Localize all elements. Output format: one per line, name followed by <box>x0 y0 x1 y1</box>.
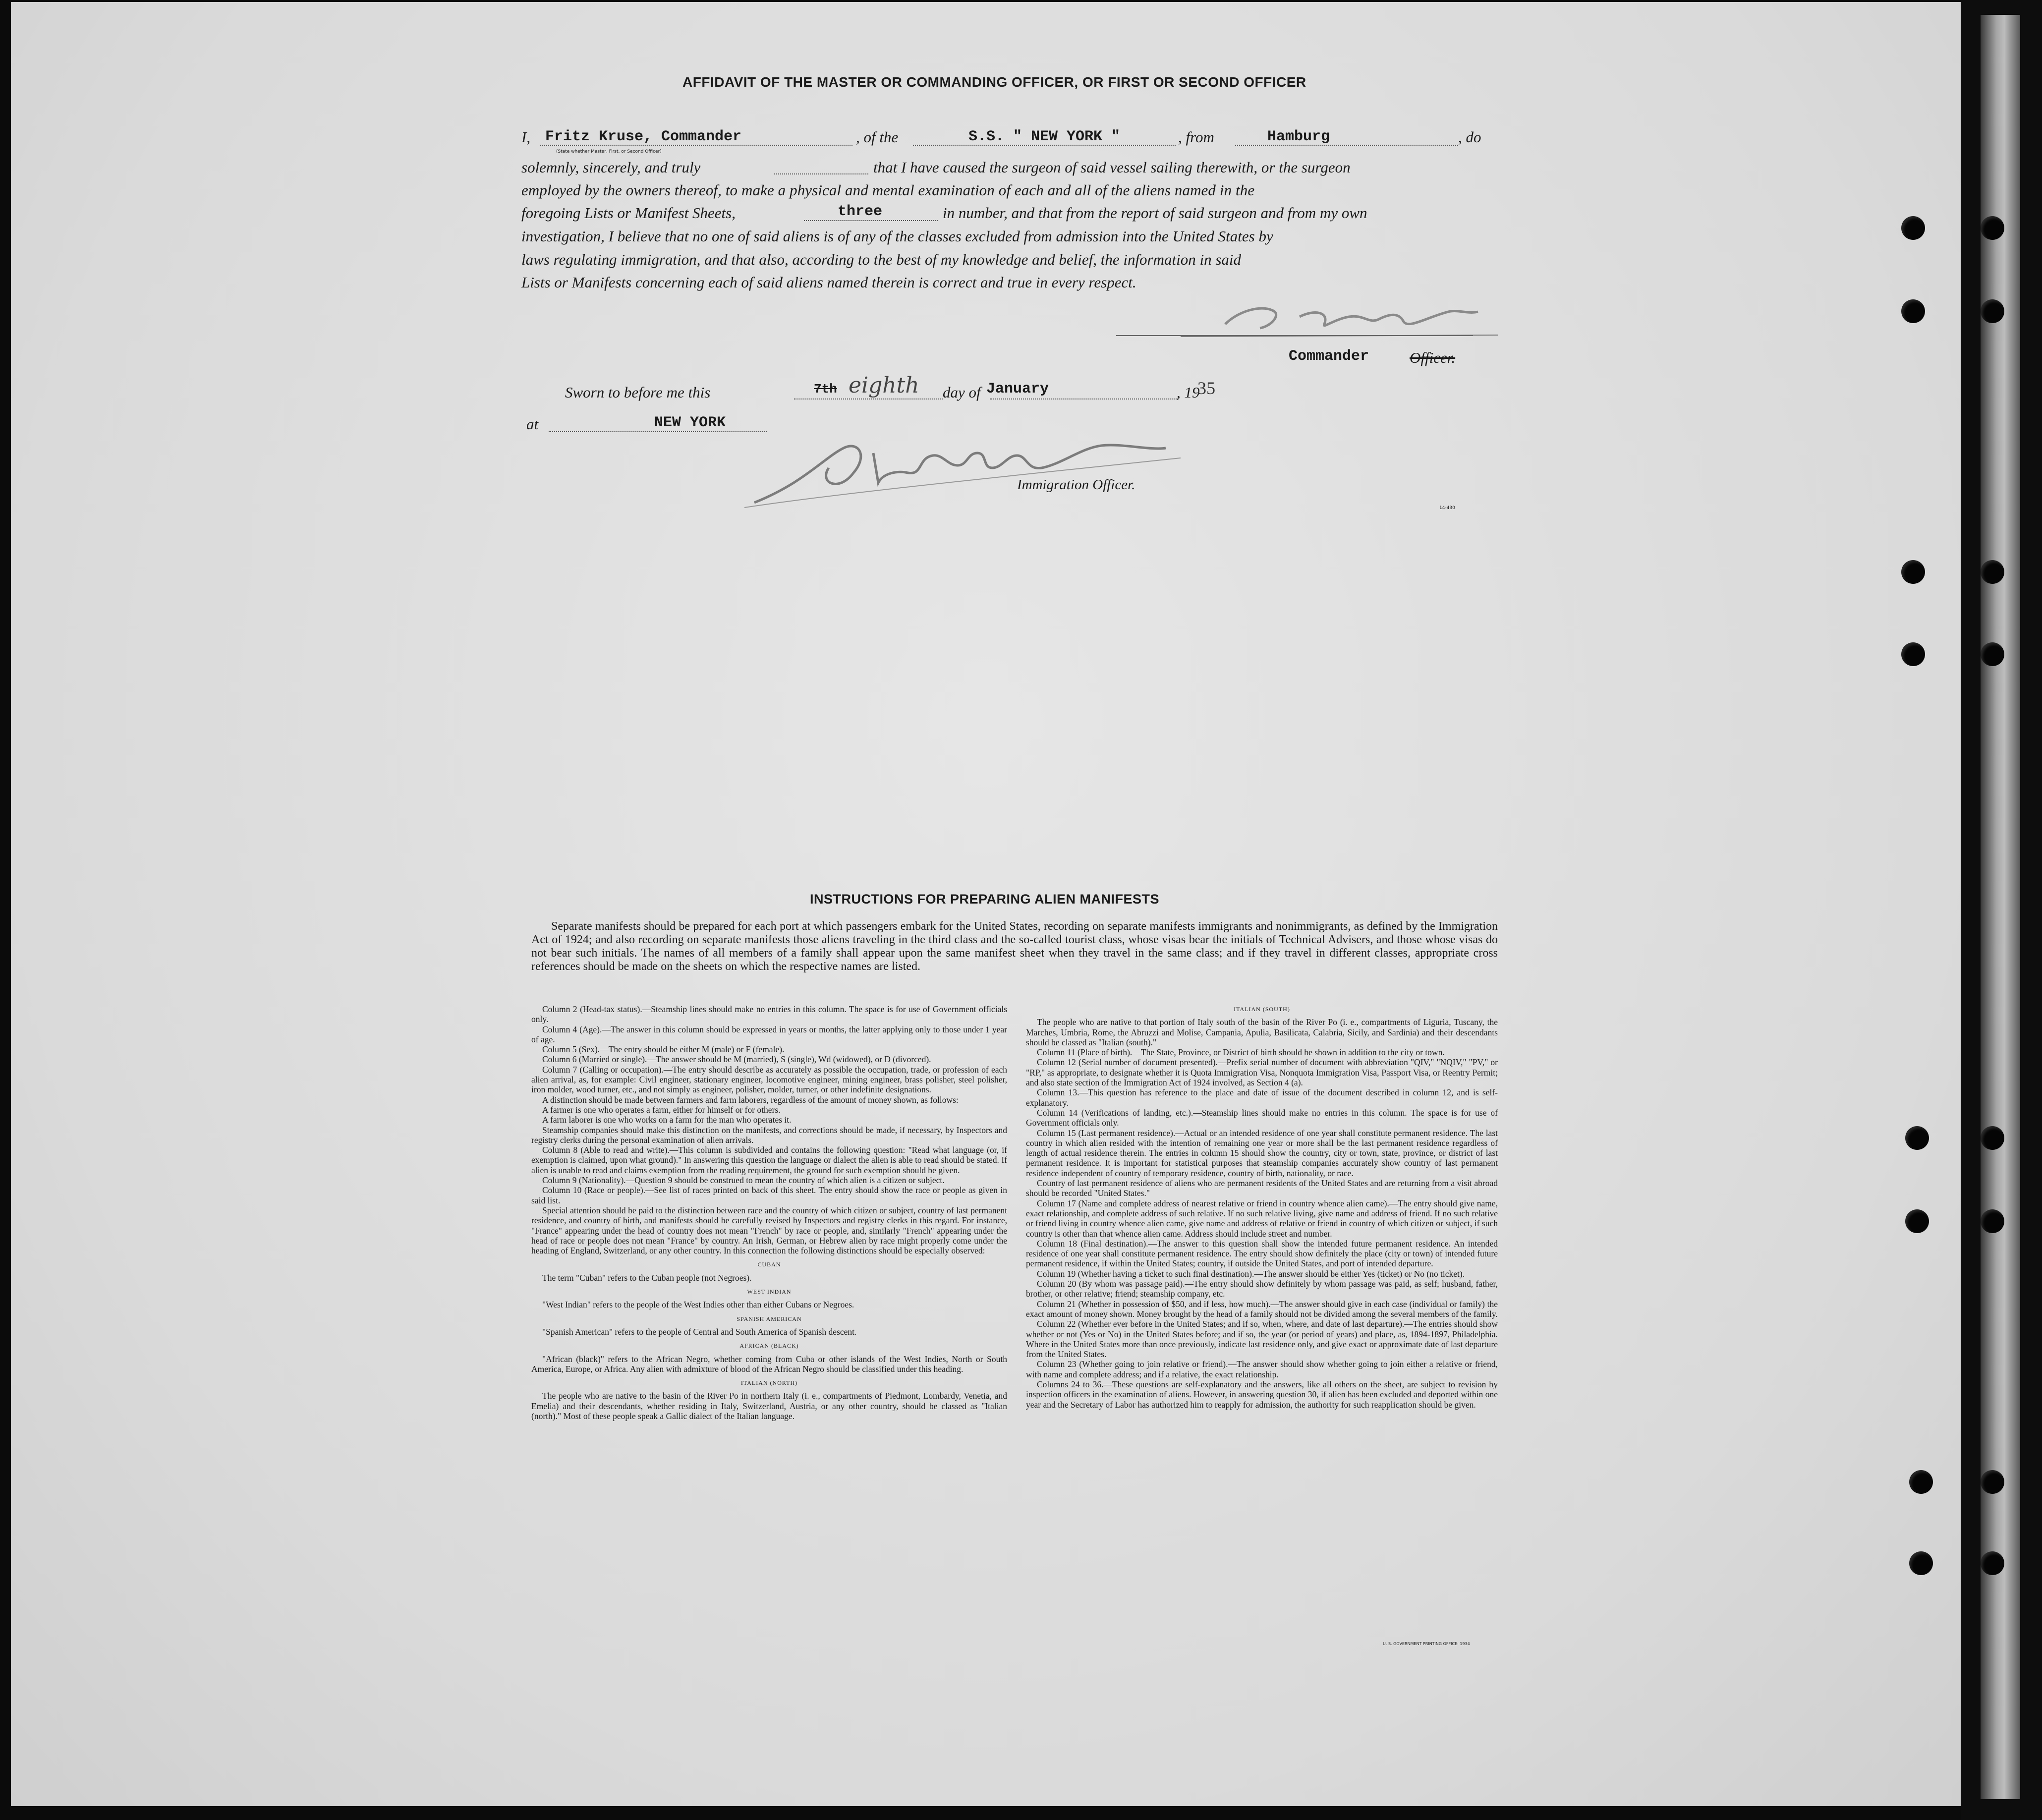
left-paragraph: Column 5 (Sex).—The entry should be either M (male) or F (female). <box>542 1044 785 1055</box>
right-paragraph: Country of last permanent residence of aliens who are permanent residents of the United States and are returning from a visit abroad should be recorded "United States." <box>1026 1178 1498 1198</box>
day-of-label: day of <box>943 384 981 401</box>
right-paragraph: Column 14 (Verifications of landing, etc.).—Steamship lines should make no entries in this column. The space is for use of Government officials only. <box>1026 1107 1498 1128</box>
line7: Lists or Manifests concerning each of said aliens named therein is correct and true in every respect. <box>521 274 1136 291</box>
right-paragraph: Column 22 (Whether ever before in the United States; and if so, when, where, and date of last departure).—The entries should show whether or not (Yes or No) in the United States before; and if so, the year (or period of years) and place, as, 1894-1897, Philadelphia. Where in the United States more than once previously, indicate last residence only, and give exact or approximate date of last departure from the United States. <box>1026 1319 1498 1360</box>
right-paragraph: Column 15 (Last permanent residence).—Actual or an intended residence of one year shall constitute permanent residence. The last country in which alien resided with the intention of remaining one year or more shall be the last permanent residence regardless of length of actual residence therein. The entries in column 15 should show the country, city or town, state, province, or district of last permanent residence. It is important for statistical purposes that steamship companies accurately show country of last permanent residence independent of country of temporary residence, country of birth, nationality, or race. <box>1026 1128 1498 1178</box>
officer-title: Immigration Officer. <box>1017 477 1135 493</box>
punch-hole <box>1909 1551 1933 1575</box>
punch-hole <box>1981 560 2004 584</box>
day-line <box>794 398 943 399</box>
right-paragraph: Column 23 (Whether going to join relative or friend).—The answer should show whether going to join either a relative or friend, with name and complete address; and if a relative, the exact relationship. <box>1026 1359 1498 1379</box>
punch-hole <box>1981 1209 2004 1233</box>
rank: Commander <box>1289 348 1369 365</box>
section-heading: WEST INDIAN <box>747 1288 792 1296</box>
section-heading: ITALIAN (NORTH) <box>740 1379 798 1387</box>
sworn-label: Sworn to before me this <box>565 384 711 401</box>
right-paragraph: Column 18 (Final destination).—The answer to this question shall show the intended future permanent residence. An intended residence of one year shall constitute permanent residence. The entry should show definitely the place (city or town) of intended future permanent residence, if within the United States; country, if outside the United States, and port of intended departure. <box>1026 1238 1498 1269</box>
line4a: foregoing Lists or Manifest Sheets, <box>521 204 736 222</box>
day-typed: 7th <box>814 382 837 397</box>
immigration-officer-signature <box>744 428 1191 512</box>
ship-name: S.S. " NEW YORK " <box>968 128 1121 145</box>
section-heading: AFRICAN (BLACK) <box>739 1342 799 1350</box>
punch-hole <box>1901 560 1925 584</box>
line4b: in number, and that from the report of said surgeon and from my own <box>943 204 1367 222</box>
master-name: Fritz Kruse, Commander <box>545 128 742 145</box>
officer-struck: Officer. <box>1410 349 1456 366</box>
right-paragraph: Column 19 (Whether having a ticket to such final destination).—The answer should be either Yes (ticket) or No (no ticket). <box>1037 1268 1465 1279</box>
left-paragraph: A farmer is one who operates a farm, either for himself or for others. <box>542 1104 781 1115</box>
right-paragraph: Column 17 (Name and complete address of nearest relative or friend in country whence alien came).—The entry should give name, exact relationship, and complete address of such relative. If no such relative living, give name and address of friend. If no such relative or friend living in country whence alien came, give name and address of relative or friend in country of which citizen or subject, if such country is other than that whence alien came. Address should include street and number. <box>1026 1198 1498 1239</box>
punch-hole <box>1981 1126 2004 1150</box>
left-paragraph: Column 9 (Nationality).—Question 9 should be construed to mean the country of which alien is a citizen or subject. <box>542 1175 945 1186</box>
of-the-label: of the <box>863 128 899 146</box>
punch-hole <box>1981 299 2004 323</box>
right-paragraph: Column 13.—This question has reference to the place and date of issue of the document described in column 12, and is self-explanatory. <box>1026 1087 1498 1108</box>
section-text: "Spanish American" refers to the people of Central and South America of Spanish descent. <box>542 1326 857 1337</box>
right-paragraph: Column 12 (Serial number of document presented).—Prefix serial number of document with abbreviation "QIV," "NQIV," "PV," or "RP," as appropriate, to designate whether it is Quota Immigration Visa, Nonquota Immigration Visa, Passport Visa, or Reentry Permit; and also state section of the Immigration Act of 1924 involved, as Section 4 (a). <box>1026 1057 1498 1088</box>
punch-hole <box>1981 642 2004 666</box>
left-paragraph: Column 6 (Married or single).—The answer should be M (married), S (single), Wd (widowed), or D (divorced). <box>542 1054 931 1065</box>
section-text: "West Indian" refers to the people of the West Indies other than either Cubans or Negroes. <box>542 1300 854 1310</box>
punch-hole <box>1901 216 1925 240</box>
place: NEW YORK <box>654 414 726 431</box>
section-text: The people who are native to the basin of the River Po in northern Italy (i. e., compartments of Piedmont, Lombardy, Venetia, and Emelia) and their descendants, whether residing in Italy, Switzerland, Austria, or any other country, should be classed as "Italian (north)." Most of these people speak a Gallic dialect of the Italian language. <box>531 1391 1007 1421</box>
month: January <box>986 381 1049 398</box>
day-handwritten: eighth <box>849 373 919 398</box>
signature-line <box>1116 335 1473 336</box>
left-paragraph: A distinction should be made between farmers and farm laborers, regardless of the amount of money shown, as follows: <box>542 1094 959 1105</box>
left-paragraph: A farm laborer is one who works on a farm for the man who operates it. <box>542 1115 792 1125</box>
line3: employed by the owners thereof, to make a physical and mental examination of each and all of the aliens named in the <box>521 181 1255 199</box>
month-line <box>990 398 1178 399</box>
instructions-right-column <box>1026 1004 1498 1410</box>
left-paragraph: Steamship companies should make this distinction on the manifests, and corrections should be made, if necessary, by Inspectors and registry clerks during the personal examination of alien arrivals. <box>531 1125 1007 1145</box>
right-paragraph: Column 21 (Whether in possession of $50, and if less, how much).—The answer should give in each case (individual or family) the exact amount of money shown. Money brought by the head of a family should not be divided among the several members of the family. <box>1026 1299 1498 1319</box>
line5: investigation, I believe that no one of said aliens is of any of the classes excluded from admission into the United States by <box>521 228 1273 245</box>
printing-office: U. S. GOVERNMENT PRINTING OFFICE: 1934 <box>1383 1642 1470 1646</box>
left-paragraph: Column 7 (Calling or occupation).—The entry should describe as accurately as possible the occupation, trade, or profession of each alien arrival, as, for example: Civil engineer, stationary engineer, locomotive engineer, mining engineer, brass polisher, steel polisher, iron molder, wood turner, etc., and not simply as engineer, polisher, molder, turner, or other indefinite designations. <box>531 1064 1007 1095</box>
affidavit-i: I, <box>521 128 531 146</box>
right-paragraph: Column 20 (By whom was passage paid).—The entry should show definitely by whom passage was paid, as self; husband, father, brother, or other relative; friend; steamship company, etc. <box>1026 1279 1498 1299</box>
line2: solemnly, sincerely, and truly <box>521 159 701 176</box>
right-paragraph: Columns 24 to 36.—These questions are self-explanatory and the answers, like all others on the sheet, are subject to revision by inspection officers in the examination of aliens. However, in answering question 30, if alien has been excluded and deported within one year and the Secretary of Labor has authorized him to reapply for admission, the authority for such reapplication should be given. <box>1026 1379 1498 1410</box>
punch-hole <box>1981 1551 2004 1575</box>
master-signature <box>1151 289 1508 349</box>
section-heading: SPANISH AMERICAN <box>737 1315 802 1322</box>
punch-hole <box>1981 1470 2004 1494</box>
instructions-left-column <box>531 1004 1007 1421</box>
section-heading: CUBAN <box>757 1261 781 1268</box>
left-paragraph: Column 4 (Age).—The answer in this column should be expressed in years or months, the latter applying only to those under 1 year of age. <box>531 1024 1007 1044</box>
sheet-count: three <box>838 203 883 220</box>
line2b: that I have caused the surgeon of said vessel sailing therewith, or the surgeon <box>873 159 1351 176</box>
section-text: The term "Cuban" refers to the Cuban people (not Negroes). <box>542 1272 752 1283</box>
punch-hole <box>1981 216 2004 240</box>
punch-hole <box>1909 1470 1933 1494</box>
section-text: "African (black)" refers to the African Negro, whether coming from Cuba or other islands of the West Indies, North or South America, Europe, or Africa. Any alien with admixture of blood of the African Negro should be classified under this heading. <box>531 1354 1007 1374</box>
affidavit-title: AFFIDAVIT OF THE MASTER OR COMMANDING OFFICER, OR FIRST OR SECOND OFFICER <box>682 74 1306 90</box>
left-paragraph: Column 10 (Race or people).—See list of races printed on back of this sheet. The entry should show the race or people as given in said list. <box>531 1185 1007 1205</box>
instructions-intro: Separate manifests should be prepared for each port at which passengers embark for the United States, recording on separate manifests immigrants and nonimmigrants, as defined by the Immigration Act of 1924; and also recording on separate manifests those aliens traveling in the third class and the so-called tourist class, whose visas bear the initials of Technical Advisers, and those whose visas do not bear such initials. The names of all members of a family shall appear upon the same manifest sheet when they travel in the same class; and if they travel in different classes, appropriate cross references should be made on the sheets on which the respective names are listed. <box>531 920 1498 973</box>
section-heading: ITALIAN (SOUTH) <box>1234 1006 1290 1013</box>
port: Hamburg <box>1267 128 1330 145</box>
punch-hole <box>1905 1126 1929 1150</box>
sheets-line <box>804 220 938 221</box>
instructions-title: INSTRUCTIONS FOR PREPARING ALIEN MANIFESTS <box>810 892 1160 907</box>
right-paragraph: Column 11 (Place of birth).—The State, Province, or District of birth should be shown in addition to the city or town. <box>1037 1047 1445 1058</box>
place-line <box>549 431 767 432</box>
state-note: (State whether Master, First, or Second Officer) <box>556 149 662 154</box>
blank-line <box>774 173 868 174</box>
from-label: from <box>1186 128 1214 146</box>
punch-hole <box>1905 1209 1929 1233</box>
document-page: AFFIDAVIT OF THE MASTER OR COMMANDING OFFICER, OR FIRST OR SECOND OFFICER I, Fritz Kruse, Commander (State whether Master, First, or Second Officer) , of the S.S. " NEW YORK " , from Hamburg , do solemnly, sincerely, and truly that I have caused the surgeon of said vessel sailing therewith, or the surgeon employed by the owners thereof, to make a physical and mental examination of each and all of the aliens named in the foregoing Lists or Manifest Sheets, three in number, and that from the report of said surgeon and from my own investigation, I believe that no one of said aliens is of any of the classes excluded from admission into the United States by laws regulating immigration, and that also, according to the best of my knowledge and belief, the information in said Lists or Manifests concerning each of said aliens named therein is correct and true in every respect. Commander Officer. Sworn to before me this 7th eighth day of January , 19 35 at NEW YORK Immigration Officer. 14-430 INSTRUCTIONS FOR PREPARING ALIEN MANIFESTS Separate manifests should be prepared for each port at which passengers embark for the United States, recording on separate manifests immigrants and nonimmigrants, as defined by the Immigration Act of 1924; and also recording on separate manifests those aliens traveling in the third class and the so-called tourist class, whose visas bear the initials of Technical Advisers, and those whose visas do not bear such initials. The names of all members of a family shall appear upon the same manifest sheet when they travel in the same class; and if they travel in different classes, appropriate cross references should be made on the sheets on which the respective names are listed. Column 2 (Head-tax status).—Steamship lines should make no entries in this column. The space is for use of Government officials only. Column 4 (Age).—The answer in this column should be expressed in years or months, the latter applying only to those under 1 year of age. Column 5 (Sex).—The entry should be either M (male) or F (female). Column 6 (Married or single).—The answer should be M (married), S (single), Wd (widowed), or D (divorced). Column 7 (Calling or occupation).—The entry should describe as accurately as possible the occupation, trade, or profession of each alien arrival, as, for example: Civil engineer, stationary engineer, locomotive engineer, mining engineer, brass polisher, steel polisher, iron molder, wood turner, etc., and not simply as engineer, polisher, molder, turner, or other indefinite designations. A distinction should be made between farmers and farm laborers, regardless of the amount of money shown, as follows: A farmer is one who operates a farm, either for himself or for others. A farm laborer is one who works on a farm for the man who operates it. Steamship companies should make this distinction on the manifests, and corrections should be made, if necessary, by Inspectors and registry clerks during the personal examination of alien arrivals. Column 8 (Able to read and write).—This column is subdivided and contains the following question: "Read what language (or, if exemption is claimed, upon what ground)." In answering this question the language or dialect the alien is able to read should be stated. If alien is unable to read and claims exemption from the reading requirement, the ground for such exemption should be given. Column 9 (Nationality).—Question 9 should be construed to mean the country of which alien is a citizen or subject. Column 10 (Race or people).—See list of races printed on back of this sheet. The entry should show the race or people as given in said list. Special attention should be paid to the distinction between race and the country of which citizen or subject, country of last permanent residence, and country of birth, and manifests should be carefully revised by Inspectors and registry clerks in this regard. For instance, "France" appearing under the head of country does not mean "French" by race or people, and, similarly "French" appearing under the head of race or people does not mean "France" by country. An Irish, German, or Hebrew alien by race might properly come under the heading of England, Switzerland, or any other country. In this connection the following distinctions should be especially observed: CUBAN The term "Cuban" refers to the Cuban people (not Negroes). WEST INDIAN "West Indian" refers to the people of the West Indies other than either Cubans or Negroes. SPANISH AMERICAN "Spanish American" refers to the people of Central and South America of Spanish descent. AFRICAN (BLACK) "African (black)" refers to the African Negro, whether coming from Cuba or other islands of the West Indies, North or South America, Europe, or Africa. Any alien with admixture of blood of the African Negro should be classified under this heading. ITALIAN (NORTH) The people who are native to the basin of the River Po in northern Italy (i. e., compartments of Piedmont, Lombardy, Venetia, and Emelia) and their descendants, whether residing in Italy, Switzerland, Austria, or any other country, should be classed as "Italian (north)." Most of these people speak a Gallic dialect of the Italian language. ITALIAN (SOUTH) The people who are native to that portion of Italy south of the basin of the River Po (i. e., compartments of Liguria, Tuscany, the Marches, Umbria, Rome, the Abruzzi and Molise, Campania, Apulia, Basilicata, Calabria, Sicily, and Sardinia) and their descendants should be classed as "Italian (south)." Column 11 (Place of birth).—The State, Province, or District of birth should be shown in addition to the city or town. Column 12 (Serial number of document presented).—Prefix serial number of document with abbreviation "QIV," "NQIV," "PV," or "RP," as appropriate, to designate whether it is Quota Immigration Visa, Nonquota Immigration Visa, Passport Visa, or Reentry Permit; and also state section of the Immigration Act of 1924 involved, as Section 4 (a). Column 13.—This question has reference to the place and date of issue of the document described in column 12, and is self-explanatory. Column 14 (Verifications of landing, etc.).—Steamship lines should make no entries in this column. The space is for use of Government officials only. Column 15 (Last permanent residence).—Actual or an intended residence of one year shall constitute permanent residence. The last country in which alien resided with the intention of remaining one year or more shall be the last permanent residence regardless of length of actual residence therein. The entries in column 15 should show the country, city or town, state, province, or district of last permanent residence. It is important for statistical purposes that steamship companies accurately show country of last permanent residence independent of country of temporary residence, country of birth, nationality, or race. Country of last permanent residence of aliens who are permanent residents of the United States and are returning from a visit abroad should be recorded "United States." Column 17 (Name and complete address of nearest relative or friend in country whence alien came).—The entry should give name, exact relationship, and complete address of such relative. If no such relative living, give name and address of friend. If no such relative or friend living in country whence alien came, give name and address of relative or friend in country of which citizen or subject, if such country is other than that whence alien came. Address should include street and number. Column 18 (Final destination).—The answer to this question shall show the intended future permanent residence. An intended residence of one year shall constitute permanent residence. The entry should show definitely the place (city or town) of intended future permanent residence, if within the United States; country, if outside the United States, and port of intended departure. Column 19 (Whether having a ticket to such final destination).—The answer should be either Yes (ticket) or No (no ticket). Column 20 (By whom was passage paid).—The entry should show definitely by whom passage was paid, as self; husband, father, brother, or other relative; friend; steamship company, etc. Column 21 (Whether in possession of $50, and if less, how much).—The answer should give in each case (individual or family) the exact amount of money shown. Money brought by the head of a family should not be divided among the several members of the family. Column 22 (Whether ever before in the United States; and if so, when, where, and date of last departure).—The entries should show whether or not (Yes or No) in the United States before; and if so, the year (or period of years) and place, as, 1894-1897, Philadelphia. Where in the United States more than once previously, indicate last residence only, and give exact or approximate date of last departure from the United States. Column 23 (Whether going to join relative or friend).—The answer should show whether going to join either a relative or friend, with name and complete address; and if a relative, the exact relationship. Columns 24 to 36.—These questions are self-explanatory and the answers, like all others on the sheet, are subject to revision by inspection officers in the examination of aliens. However, in answering question 30, if alien has been excluded and deported within one year and the Secretary of Labor has authorized him to reapply for admission, the authority for such reapplication should be given. U. S. GOVERNMENT PRINTING OFFICE: 1934 <box>11 2 1961 1806</box>
left-paragraph: Column 8 (Able to read and write).—This column is subdivided and contains the following question: "Read what language (or, if exemption is claimed, upon what ground)." In answering this question the language or dialect the alien is able to read should be stated. If alien is unable to read and claims exemption from the reading requirement, the ground for such exemption should be given. <box>531 1145 1007 1175</box>
left-paragraph: Special attention should be paid to the distinction between race and the country of which citizen or subject, country of last permanent residence, and country of birth, and manifests should be carefully revised by Inspectors and registry clerks in this regard. For instance, "France" appearing under the head of country does not mean "French" by race or people, and, similarly "French" appearing under the head of race or people does not mean "France" by country. An Irish, German, or Hebrew alien by race might properly come under the heading of England, Switzerland, or any other country. In this connection the following distinctions should be especially observed: <box>531 1205 1007 1256</box>
right-paragraph: The people who are native to that portion of Italy south of the basin of the River Po (i. e., compartments of Liguria, Tuscany, the Marches, Umbria, Rome, the Abruzzi and Molise, Campania, Apulia, Basilicata, Calabria, Sicily, and Sardinia) and their descendants should be classed as "Italian (south)." <box>1026 1017 1498 1047</box>
binding-strip <box>1981 15 2020 1799</box>
form-number: 14-430 <box>1439 506 1455 511</box>
do-label: , do <box>1458 128 1481 146</box>
at-label: at <box>526 415 539 433</box>
year-prefix: , 19 <box>1177 384 1200 401</box>
year-suffix: 35 <box>1197 378 1215 398</box>
punch-hole <box>1901 299 1925 323</box>
punch-hole <box>1901 642 1925 666</box>
left-paragraph: Column 2 (Head-tax status).—Steamship lines should make no entries in this column. The space is for use of Government officials only. <box>531 1004 1007 1024</box>
line6: laws regulating immigration, and that also, according to the best of my knowledge and belief, the information in said <box>521 251 1242 268</box>
binding-edge <box>1961 0 2042 1820</box>
